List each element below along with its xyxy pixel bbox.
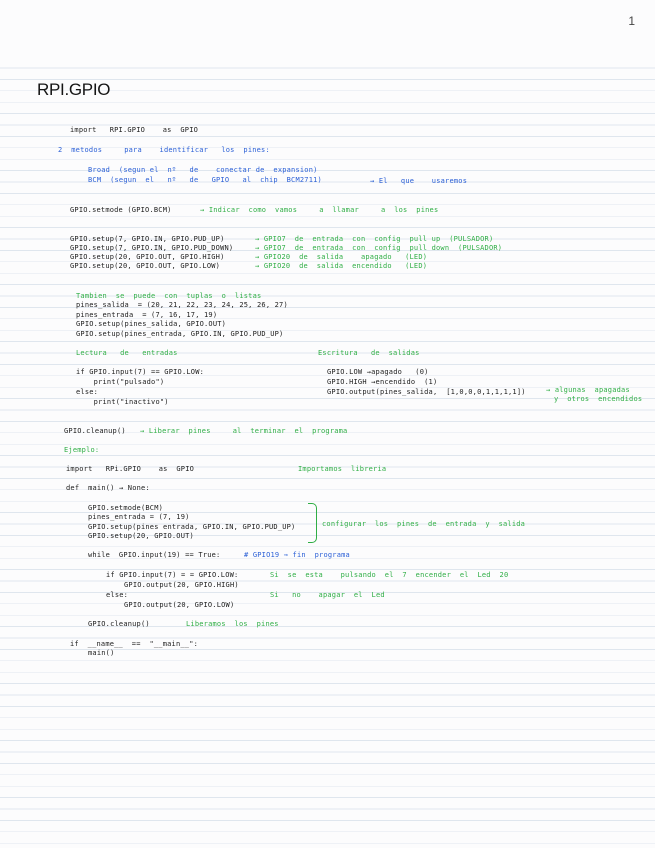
writing-note-1: → algunas apagadas: [546, 386, 630, 394]
lists-line-1: pines_salida = (20, 21, 22, 23, 24, 25, 26, 27): [76, 301, 288, 309]
example-else: else:: [106, 591, 129, 599]
writing-note-2: y otros encendidos: [554, 395, 643, 403]
config-brace: [308, 503, 317, 543]
writing-heading: Escritura de salidas: [318, 349, 420, 357]
example-else-note: Si no apagar el Led: [270, 591, 385, 599]
example-cleanup: GPIO.cleanup(): [88, 620, 150, 628]
setup-note-2: → GPIO7 de entrada con config pull down (PULSADOR): [255, 244, 503, 252]
writing-line-2: GPIO.HIGH →encendido (1): [327, 378, 438, 386]
setup-note-1: → GPIO7 de entrada con config pull up (PULSADOR): [255, 235, 494, 243]
setup-note-3: → GPIO20 de salida apagado (LED): [255, 253, 428, 261]
example-while: while GPIO.input(19) == True:: [88, 551, 221, 559]
reading-line-3: else:: [76, 388, 99, 396]
example-import-note: Importamos libreria: [298, 465, 387, 473]
page-number: 1: [628, 14, 635, 28]
lists-line-4: GPIO.setup(pines_entrada, GPIO.IN, GPIO.PUD_UP): [76, 330, 284, 338]
example-config-note: configurar los pines de entrada y salida: [322, 520, 526, 528]
methods-heading: 2 metodos para identificar los pines:: [58, 146, 270, 154]
reading-line-2: print("pulsado"): [76, 378, 165, 386]
example-while-note: # GPIO19 ⇒ fin programa: [244, 551, 350, 559]
setup-code-1: GPIO.setup(7, GPIO.IN, GPIO.PUD_UP): [70, 235, 225, 243]
example-main-call: main(): [88, 649, 115, 657]
setmode-note: → Indicar como vamos a llamar a los pines: [200, 206, 439, 214]
lists-line-2: pines_entrada = (7, 16, 17, 19): [76, 311, 218, 319]
writing-line-1: GPIO.LOW →apagado (0): [327, 368, 429, 376]
setup-code-2: GPIO.setup(7, GPIO.IN, GPIO.PUD_DOWN): [70, 244, 234, 252]
writing-line-3: GPIO.output(pines_salida, [1,0,0,0,1,1,1,1]): [327, 388, 526, 396]
example-name-main: if __name__ == "__main__":: [70, 640, 199, 648]
reading-heading: Lectura de entradas: [76, 349, 178, 357]
example-config-4: GPIO.setup(20, GPIO.OUT): [88, 532, 194, 540]
example-heading: Ejemplo:: [64, 446, 100, 454]
example-def-main: def main() → None:: [66, 484, 150, 492]
example-config-2: pines_entrada = (7, 19): [88, 513, 190, 521]
page-header-margin: [0, 0, 655, 57]
broad-line: Broad (segun el nº de conectar de expansion): [88, 166, 318, 174]
example-if: if GPIO.input(7) = = GPIO.LOW:: [106, 571, 239, 579]
reading-line-4: print("inactivo"): [76, 398, 169, 406]
lists-heading: Tambien se puede con tuplas o listas: [76, 292, 262, 300]
lists-line-3: GPIO.setup(pines_salida, GPIO.OUT): [76, 320, 227, 328]
cleanup-code: GPIO.cleanup(): [64, 427, 126, 435]
bcm-note: → El que usaremos: [370, 177, 468, 185]
setup-code-4: GPIO.setup(20, GPIO.OUT, GPIO.LOW): [70, 262, 221, 270]
example-import: import RPi.GPIO as GPIO: [66, 465, 195, 473]
setup-note-4: → GPIO20 de salida encendido (LED): [255, 262, 428, 270]
setmode-code: GPIO.setmode (GPIO.BCM): [70, 206, 172, 214]
reading-line-1: if GPIO.input(7) == GPIO.LOW:: [76, 368, 205, 376]
example-output-low: GPIO.output(20, GPIO.LOW): [124, 601, 235, 609]
example-config-1: GPIO.setmode(BCM): [88, 504, 164, 512]
cleanup-note: → Liberar pines al terminar el programa: [140, 427, 348, 435]
import-line: import RPI.GPIO as GPIO: [70, 126, 199, 134]
example-output-high: GPIO.output(20, GPIO.HIGH): [124, 581, 239, 589]
page-title: RPI.GPIO: [37, 80, 111, 99]
bcm-line: BCM (segun el nº de GPIO al chip BCM2711): [88, 176, 322, 184]
example-if-note: Si se esta pulsando el 7 encender el Led 20: [270, 571, 509, 579]
setup-code-3: GPIO.setup(20, GPIO.OUT, GPIO.HIGH): [70, 253, 225, 261]
example-cleanup-note: Liberamos los pines: [186, 620, 279, 628]
example-config-3: GPIO.setup(pines entrada, GPIO.IN, GPIO.PUD_UP): [88, 523, 296, 531]
